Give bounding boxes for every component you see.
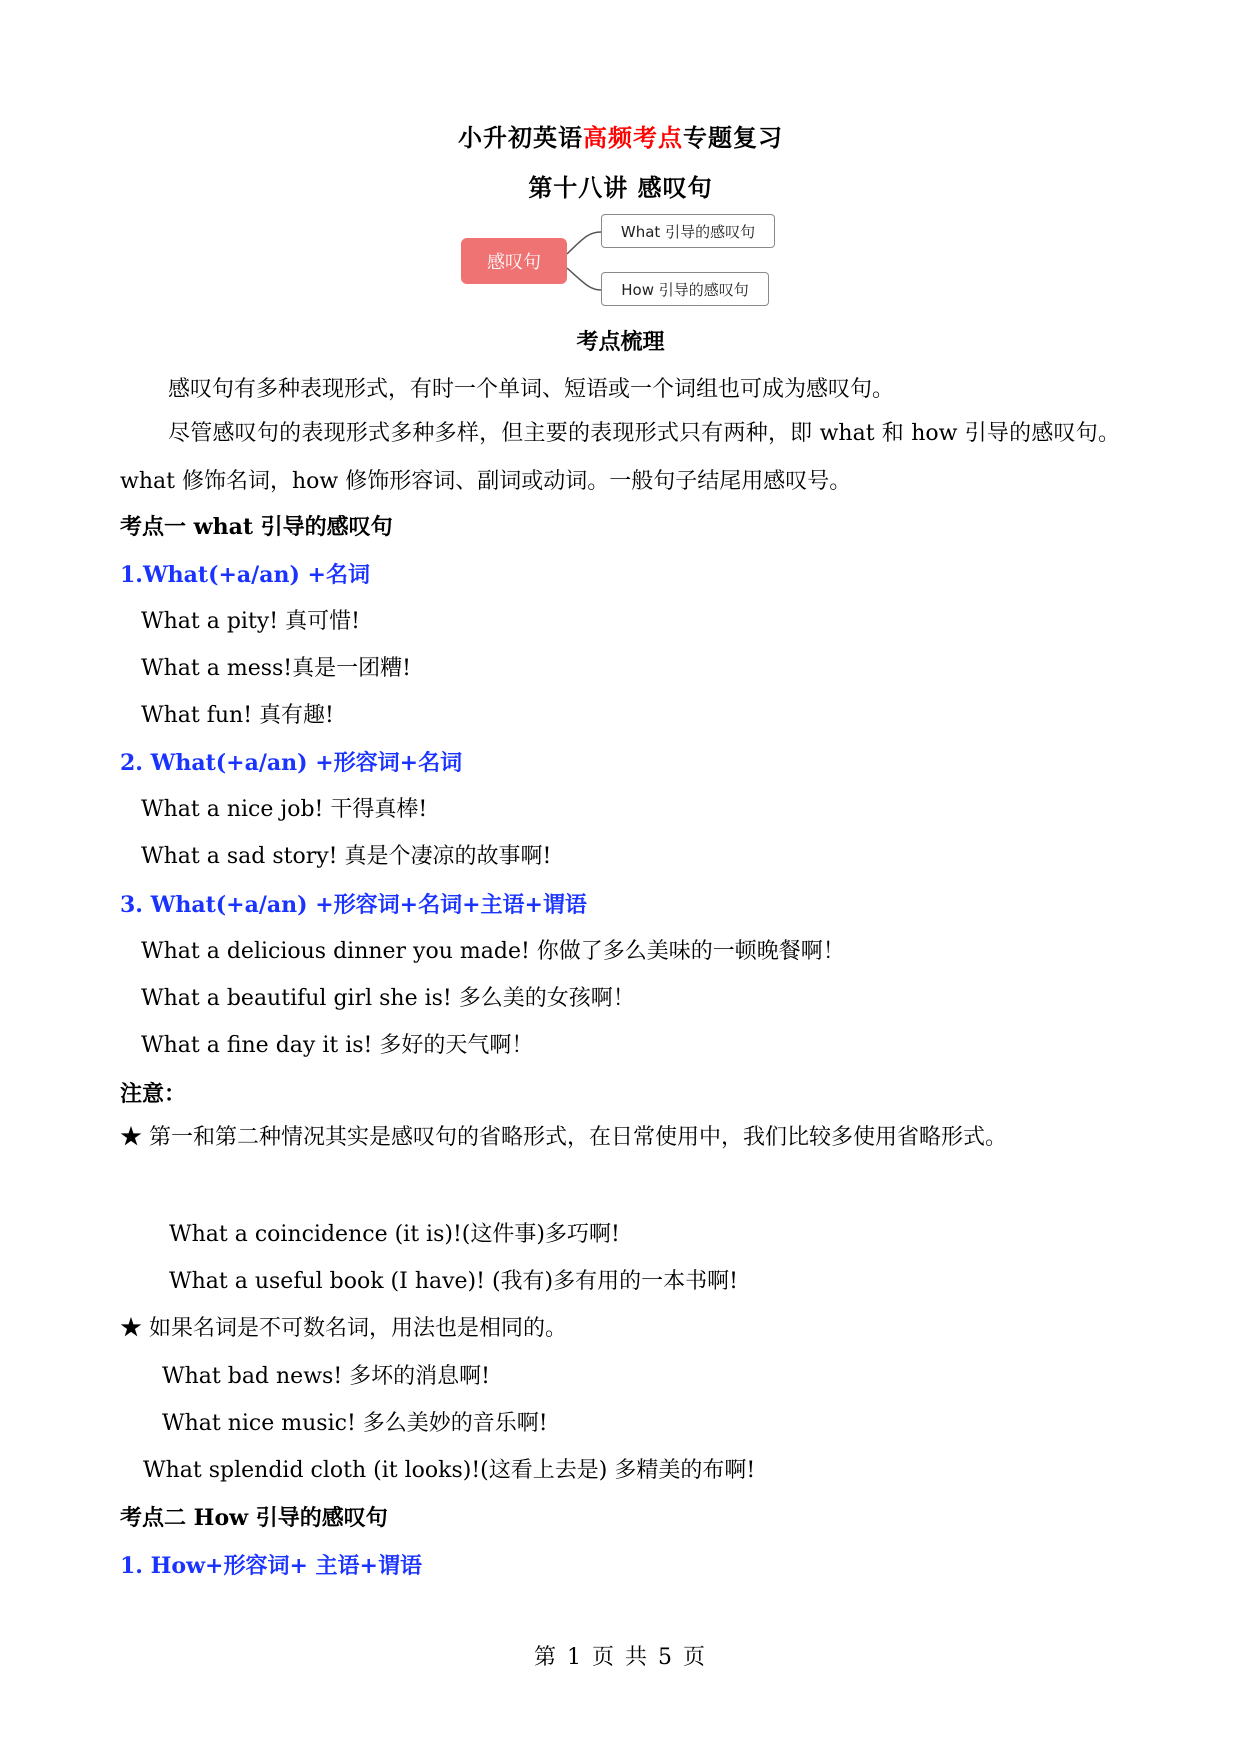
example-sentence: What a beautiful girl she is! 多么美的女孩啊！: [141, 986, 635, 1011]
title-highlight: 高频考点: [583, 123, 683, 152]
point2-heading: 考点二 How 引导的感叹句: [120, 1505, 388, 1531]
rule-label: 3. What(+a/an) +形容词+名词+主语+谓语: [120, 892, 587, 918]
intro-paragraph-1: 感叹句有多种表现形式，有时一个单词、短语或一个词组也可成为感叹句。: [168, 377, 895, 402]
example-sentence: What a delicious dinner you made! 你做了多么美味的一顿晚餐啊！: [141, 939, 845, 964]
section-heading: 考点梳理: [576, 329, 665, 355]
point1-heading: 考点一 what 引导的感叹句: [120, 514, 393, 540]
example-sentence: What fun! 真有趣!: [141, 703, 334, 728]
note-label: 注意：: [120, 1081, 187, 1107]
rule-label: 2. What(+a/an) +形容词+名词: [120, 750, 463, 776]
note-star-1: ★ 第一和第二种情况其实是感叹句的省略形式，在日常使用中，我们比较多使用省略形式。: [120, 1125, 1007, 1150]
example-sentence: What a mess!真是一团糟!: [141, 656, 411, 681]
intro-paragraph-2: 尽管感叹句的表现形式多种多样，但主要的表现形式只有两种，即 what 和 how 引导的感叹句。what 修饰名词，how 修饰形容词、副词或动词。一般句子结尾用感叹号。: [120, 421, 1120, 494]
example-sentence: What bad news! 多坏的消息啊!: [162, 1364, 490, 1389]
lecture-title: 第十八讲 感叹句: [528, 173, 713, 202]
example-sentence: What a pity! 真可惜!: [141, 609, 360, 634]
example-sentence: What a fine day it is! 多好的天气啊！: [141, 1033, 534, 1058]
example-sentence: What splendid cloth (it looks)!(这看上去是) 多精美的布啊!: [143, 1458, 756, 1483]
example-sentence: What a sad story! 真是个凄凉的故事啊!: [141, 844, 552, 869]
title-part1: 小升初英语: [458, 123, 583, 152]
mindmap-branch-how: How 引导的感叹句: [601, 272, 769, 306]
example-sentence: What nice music! 多么美妙的音乐啊!: [162, 1411, 548, 1436]
page-footer: 第 1 页 共 5 页: [534, 1645, 707, 1670]
mindmap-branch-what: What 引导的感叹句: [601, 214, 775, 248]
mindmap-root-node: 感叹句: [461, 238, 567, 284]
example-sentence: What a coincidence (it is)!(这件事)多巧啊!: [169, 1222, 620, 1247]
example-sentence: What a nice job! 干得真棒!: [141, 797, 428, 822]
example-sentence: What a useful book (I have)! (我有)多有用的一本书啊!: [169, 1269, 738, 1294]
rule-label: 1.What(+a/an) +名词: [120, 562, 370, 588]
title-part2: 专题复习: [683, 123, 783, 152]
note-star-2: ★ 如果名词是不可数名词，用法也是相同的。: [120, 1316, 567, 1341]
rule-label: 1. How+形容词+ 主语+谓语: [120, 1553, 422, 1579]
